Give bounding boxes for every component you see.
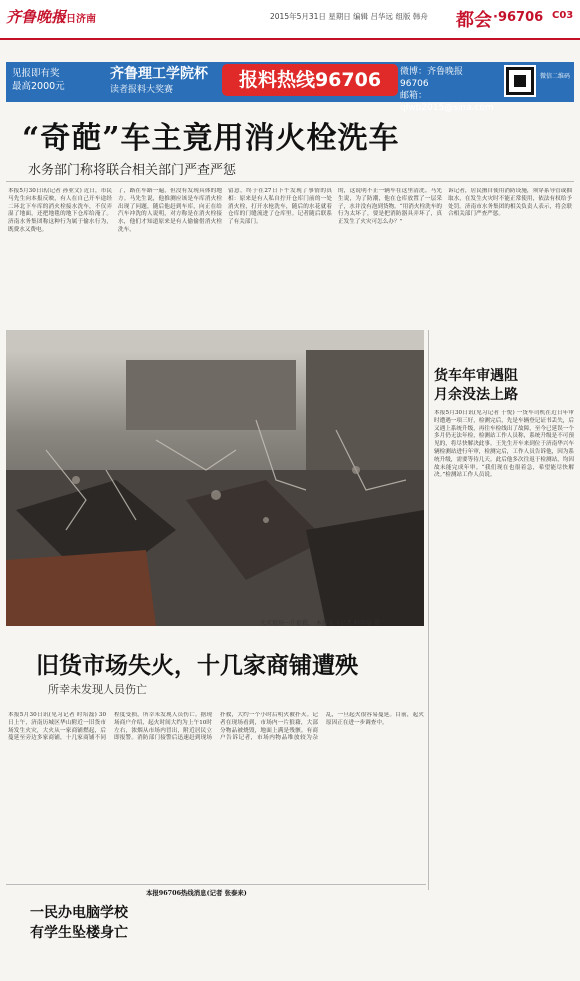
fire-scene-photo [6, 330, 424, 626]
lead-headline: “奇葩”车主竟用消火栓洗车 [22, 121, 400, 156]
right-headline: 货车年审遇阻 月余没法上路 [434, 368, 518, 403]
contest-sub: 读者报料大奖赛 [110, 85, 174, 95]
newspaper-logo: 齐鲁晚报 [6, 8, 67, 26]
bottom-subhead: 本报96706热线消息(记者 张泰来) [146, 889, 247, 897]
photo-caption: 火灾现场一片狼藉。 本报见习记者 时培磊 摄 [260, 620, 380, 627]
lead-column-2: 了，路在车路一遍，但没有发现具体的地方。马先生说，他推测应该是车库消火栓出现了问题，随后他赶到车库，向正在给汽车冲洗的人说明，对方称是在消火栓接水，他们才知道原来是有人偷偷借消火栓洗车。 [118, 188, 222, 233]
lead-subheadline: 水务部门称将联合相关部门严查严惩 [28, 163, 237, 178]
contact-info: 微博：齐鲁晚报96706 邮箱：qlwb2015@sina.com [400, 67, 494, 113]
contest-school: 齐鲁理工学院杯 [110, 66, 208, 82]
burned-warehouse-image [6, 330, 424, 626]
page-number: C03 [552, 10, 574, 21]
issue-meta: 2015年5月31日 星期日 编辑 吕华远 组版 韩舟 [270, 12, 428, 21]
hotline-badge: 报料热线96706 [222, 64, 398, 96]
lead-column-5: 诉记者，居民擅自使用消防设施，须穿系导管或抽取水，在发生火灾时不能正常使用，依法有权给予处罚。济南市水务集团的相关负责人表示，将会联合相关部门严查严惩。 [448, 188, 572, 218]
qr-code-icon [506, 67, 534, 95]
second-subheadline: 所幸未发现人员伤亡 [48, 683, 147, 696]
second-headline: 旧货市场失火，十几家商铺遭殃 [36, 652, 358, 679]
section-name: 都会 [456, 10, 492, 31]
divider [6, 181, 574, 182]
divider [6, 884, 426, 885]
reward-text: 见报即有奖 最高2000元 [12, 68, 65, 92]
lead-column-1: 本报5月30日讯(记者 孙业文) 近日，市民马先生向本报反映，有人在自己开车途经二环北下车库的消火栓接水洗车，不仅弄湿了地面，还把地毯的地下仓库给淹了。济南水务集团称这种行为属于偷水行为，既费水又费电。 [8, 188, 112, 233]
right-story-body: 本报5月30日讯(见习记者 于悦) 一货车司机在近日年审时遭遇一项三好，检测完后，先是车辆登记证书丢失，后又遇上系统升级，再往车检线出了故障，至今已延误一个多月仍无法年检，检测站工作人员称，系统升级是不可预见的，将尽快解决此事。王先生开车来到位于济南华兴车辆检测站进行年审，检测完后，工作人员告诉他，因为系统升级，需要等待几天。此后他多次往返于检测站，均因故未能完成年审。“我们现在也很着急，希望能尽快解决。”检测站工作人员说。 [434, 410, 574, 479]
qr-label: 微信二维码 [540, 73, 571, 80]
lead-column-3: 留意，终于在27日下午发现了事情的真相：原来是有人私自拧开仓库门前的一处消火栓，打开水枪洗车，随后的水花就着仓库的门缝流进了仓库里。记者随后联系了有关部门。 [228, 188, 332, 226]
column-divider [428, 330, 429, 890]
section-tag: 今日济南 [56, 14, 96, 25]
section-hotline: ·96706 [493, 10, 544, 25]
lead-column-4: 的，这说明不止一辆车在这里清洗。马先生说，为了防潮，他在仓库放置了一层采子，水并没有泡到货物。“用消火栓洗车的行为太坏了，要是把消防器具弄坏了，真正发生了火灾可怎么办？” [338, 188, 442, 226]
second-story-body: 本报5月30日讯(见习记者 时培磊) 30日上午，济南历城区华山附近一旧货市场发生火灾，大火从一家商铺燃起，后蔓延至旁边多家商铺，十几家商铺不同程度受损，所幸未发现人员伤亡。据现场商户介绍，起火时间大约为上午10时左右，浓烟从市场内冒出，附近居民立即报警。消防部门接警后迅速赶到现场扑救，大约一个小时后明火被扑灭。记者在现场看到，市场内一片狼藉，大部分物品被烧毁，地面上满是残骸。有商户告诉记者，市场内物品堆放较为杂乱，一旦起火很容易蔓延。目前，起火原因正在进一步调查中。 [8, 712, 424, 742]
bottom-headline: 一民办电脑学校 有学生坠楼身亡 [30, 905, 128, 941]
